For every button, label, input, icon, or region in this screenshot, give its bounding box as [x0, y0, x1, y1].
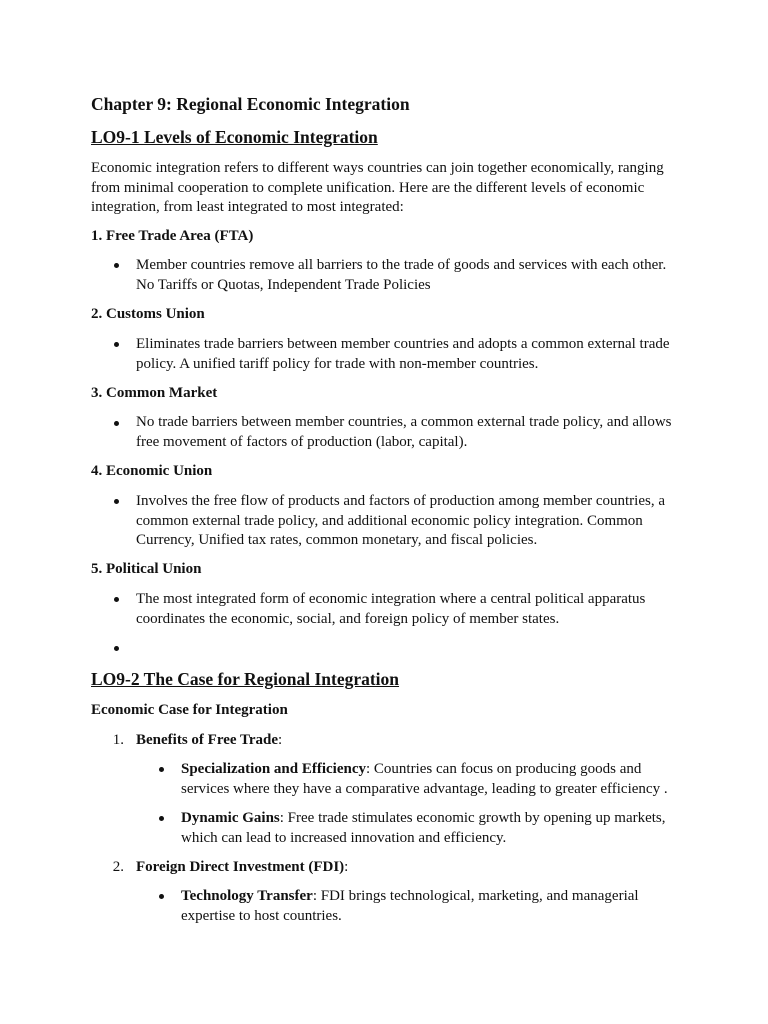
item-title-text: Benefits of Free Trade: [136, 732, 279, 748]
sub-bullet: [181, 760, 681, 799]
level-title: 3. Common Market: [91, 385, 218, 401]
sub-bullet: [181, 887, 681, 926]
item-title-suffix: :: [278, 732, 283, 748]
bullet-dot: [159, 816, 164, 821]
section-heading-lo9-2: LO9-2 The Case for Regional Integration: [91, 669, 400, 689]
sub-bullet: [181, 809, 681, 848]
bullet-dot: [114, 421, 119, 426]
subheading: Economic Case for Integration: [91, 702, 288, 718]
section-heading-lo9-1: LO9-1 Levels of Economic Integration: [91, 127, 378, 147]
item-title-text: Foreign Direct Investment (FDI): [136, 859, 345, 875]
bullet-dot: [159, 894, 164, 899]
sub-bullet-term: Specialization and Efficiency: [181, 761, 366, 777]
item-title-suffix: :: [344, 859, 349, 875]
numbered-item-title: [136, 858, 348, 878]
list-number: 2.: [112, 859, 124, 875]
level-bullet: Member countries remove all barriers to the trade of goods and services with each other. No Tariffs or Quotas, Independent Trade Policies: [136, 257, 667, 293]
sub-bullet-term: Technology Transfer: [181, 888, 313, 904]
numbered-item-title: [136, 731, 282, 751]
empty-bullet-dot: [114, 646, 119, 651]
level-bullet: Eliminates trade barriers between member countries and adopts a common external trade policy. A unified tariff policy for trade with non-member countries.: [136, 336, 670, 372]
level-title: 5. Political Union: [91, 561, 202, 577]
bullet-dot: [114, 342, 119, 347]
bullet-dot: [159, 767, 164, 772]
level-title: 1. Free Trade Area (FTA): [91, 228, 254, 244]
level-bullet: The most integrated form of economic integration where a central political apparatus coordinates the economic, social, and foreign policy of member states.: [136, 591, 646, 627]
sub-bullet-text: : FDI brings technological, marketing, and managerial expertise to host countries.: [181, 888, 639, 924]
list-number: 1.: [112, 732, 124, 748]
sub-bullet-term: Dynamic Gains: [181, 810, 280, 826]
level-bullet: Involves the free flow of products and factors of production among member countries, a common external trade policy, and additional economic policy integration. Common Currency, Unified tax rates, common monetary, and fiscal policies.: [136, 493, 665, 548]
bullet-dot: [114, 597, 119, 602]
level-title: 2. Customs Union: [91, 306, 205, 322]
bullet-dot: [114, 499, 119, 504]
bullet-dot: [114, 263, 119, 268]
level-bullet: No trade barriers between member countries, a common external trade policy, and allows free movement of factors of production (labor, capital).: [136, 414, 672, 450]
sub-bullet-text: : Countries can focus on producing goods and services where they have a comparative advantage, leading to greater efficiency .: [181, 761, 668, 797]
chapter-title: Chapter 9: Regional Economic Integration: [91, 94, 410, 114]
intro-paragraph: Economic integration refers to different ways countries can join together economically, ranging from minimal cooperation to complete unification. Here are the different levels of economic integration, from least integrated to most integrated:: [91, 160, 664, 215]
level-title: 4. Economic Union: [91, 463, 213, 479]
sub-bullet-text: : Free trade stimulates economic growth by opening up markets, which can lead to increased innovation and efficiency.: [181, 810, 666, 846]
